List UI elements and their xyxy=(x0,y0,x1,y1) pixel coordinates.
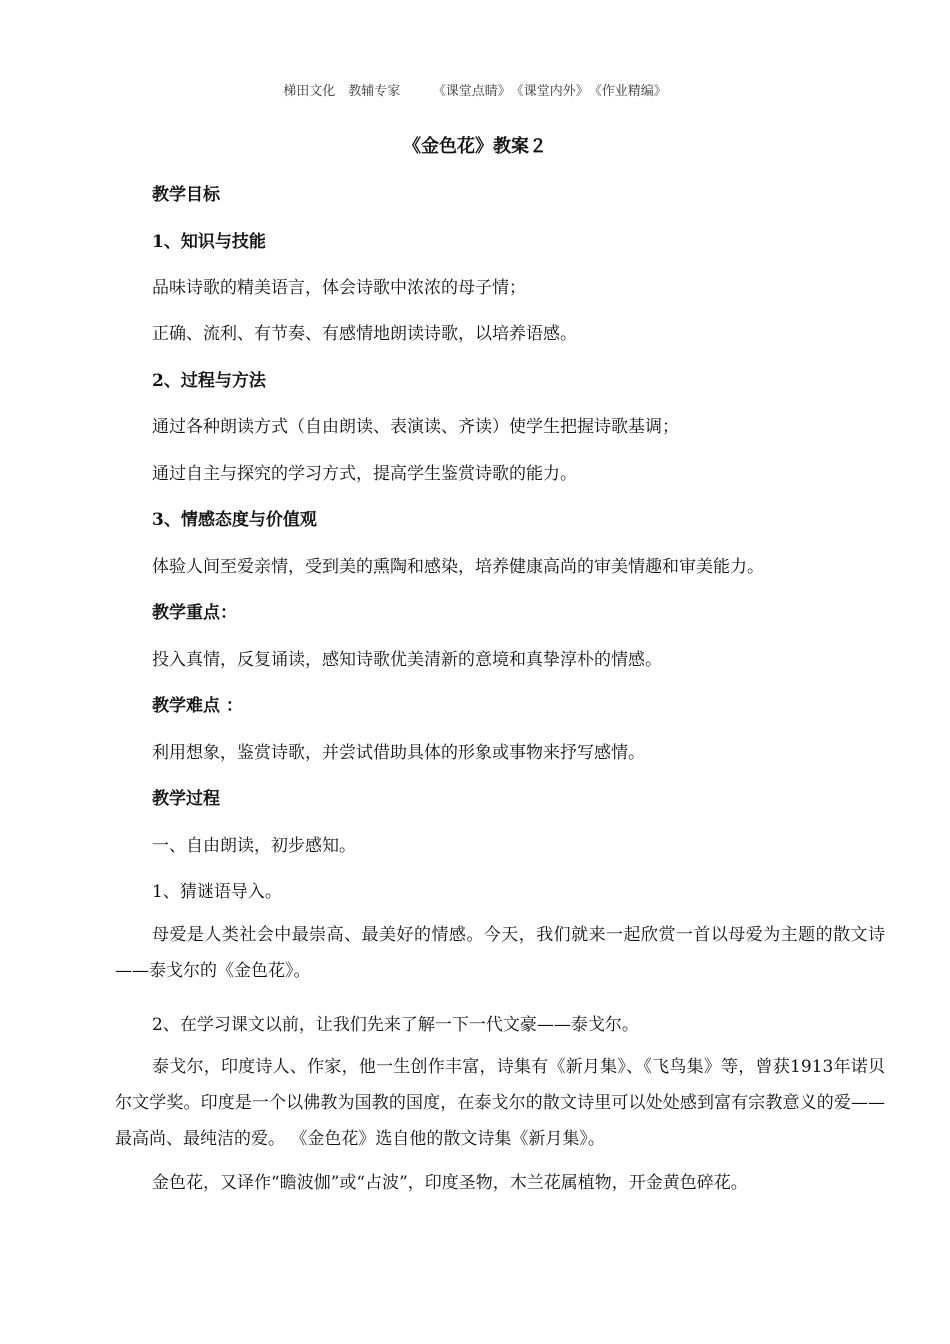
teaching-difficulty-text: 利用想象，鉴赏诗歌，并尝试借助具体的形象或事物来抒写感情。 xyxy=(152,743,645,763)
paragraph-mother-love: 母爱是人类社会中最崇高、最美好的情感。今天，我们就来一起欣赏一首以母爱为主题的散文诗——泰戈尔的《金色花》。 xyxy=(115,925,885,981)
heading-teaching-focus: 教学重点： xyxy=(152,603,237,623)
emotion-item-1: 体验人间至爱亲情，受到美的熏陶和感染，培养健康高尚的审美情趣和审美能力。 xyxy=(152,557,764,577)
paragraph-golden-flower: 金色花，又译作“瞻波伽”或“占波”，印度圣物，木兰花属植物，开金黄色碎花。 xyxy=(152,1173,748,1193)
process-item-2: 通过自主与探究的学习方式，提高学生鉴赏诗歌的能力。 xyxy=(152,464,577,484)
heading-process-methods: 2、过程与方法 xyxy=(152,371,266,391)
heading-teaching-difficulty: 教学难点 ： xyxy=(152,696,243,716)
procedure-step-1: 一、自由朗读，初步感知。 xyxy=(152,836,356,856)
procedure-step-1-2: 2、在学习课文以前，让我们先来了解一下一代文豪——泰戈尔。 xyxy=(152,1015,639,1035)
heading-teaching-procedure: 教学过程 xyxy=(152,789,220,809)
heading-teaching-goals: 教学目标 xyxy=(152,185,220,205)
knowledge-item-1: 品味诗歌的精美语言，体会诗歌中浓浓的母子情； xyxy=(152,278,526,298)
document-title: 《金色花》教案２ xyxy=(403,136,547,157)
page-header: 梯田文化 教辅专家 《课堂点睛》 《课堂内外》 《作业精编》 xyxy=(283,84,667,99)
heading-emotion-values: 3、情感态度与价值观 xyxy=(152,510,317,530)
procedure-step-1-1: 1、猜谜语导入。 xyxy=(152,882,282,902)
knowledge-item-2: 正确、流利、有节奏、有感情地朗读诗歌，以培养语感。 xyxy=(152,324,577,344)
process-item-1: 通过各种朗读方式（自由朗读、表演读、齐读）使学生把握诗歌基调； xyxy=(152,417,679,437)
teaching-focus-text: 投入真情，反复诵读，感知诗歌优美清新的意境和真挚淳朴的情感。 xyxy=(152,650,662,670)
paragraph-tagore-intro: 泰戈尔，印度诗人、作家，他一生创作丰富，诗集有《新月集》、《飞鸟集》等，曾获1913年诺贝尔文学奖。印度是一个以佛教为国教的国度，在泰戈尔的散文诗里可以处处感到富有宗教意义的爱——最高尚、最纯洁的爱。 《金色花》选自他的散文诗集《新月集》。 xyxy=(115,1057,885,1149)
heading-knowledge-skills: 1、知识与技能 xyxy=(152,232,266,252)
